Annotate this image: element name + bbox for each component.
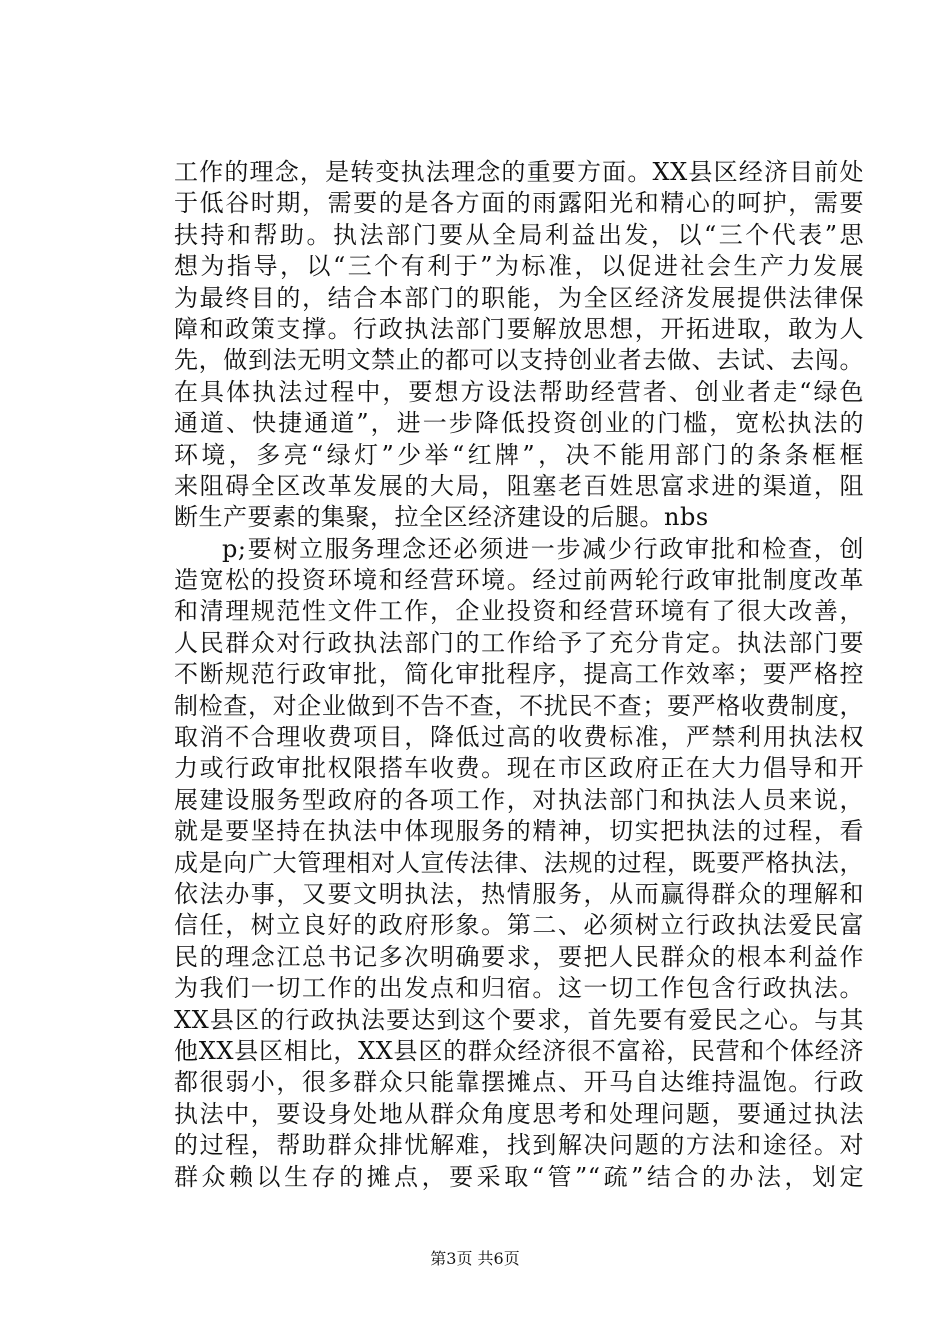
text-line: 通道、快捷通道”，进一步降低投资创业的门槛，宽松执法的 <box>174 409 864 438</box>
text-line: 断生产要素的集聚，拉全区经济建设的后腿。nbs <box>174 503 709 532</box>
text-line: 在具体执法过程中，要想方设法帮助经营者、创业者走“绿色 <box>174 377 864 406</box>
text-line: XX县区的行政执法要达到这个要求，首先要有爱民之心。与其 <box>174 1005 864 1034</box>
text-line: 民的理念江总书记多次明确要求，要把人民群众的根本利益作 <box>174 942 864 971</box>
text-line: 工作的理念，是转变执法理念的重要方面。XX县区经济目前处 <box>174 158 864 186</box>
text-line: 来阻碍全区改革发展的大局，阻塞老百姓思富求进的渠道，阻 <box>174 471 864 500</box>
text-line: 取消不合理收费项目，降低过高的收费标准，严禁利用执法权 <box>174 723 864 752</box>
text-line: 先，做到法无明文禁止的都可以支持创业者去做、去试、去闯。 <box>174 346 864 375</box>
body-text <box>174 157 864 1193</box>
text-line: 人民群众对行政执法部门的工作给予了充分肯定。执法部门要 <box>174 628 864 657</box>
text-line: 造宽松的投资环境和经营环境。经过前两轮行政审批制度改革 <box>174 566 864 595</box>
page-footer <box>0 1246 950 1269</box>
text-line: 扶持和帮助。执法部门要从全局利益出发，以“三个代表”思 <box>174 220 864 249</box>
text-line: 为我们一切工作的出发点和归宿。这一切工作包含行政执法。 <box>174 974 864 1003</box>
text-line: 于低谷时期，需要的是各方面的雨露阳光和精心的呵护，需要 <box>174 189 864 218</box>
text-line: 制检查，对企业做到不告不查，不扰民不查；要严格收费制度， <box>174 691 864 720</box>
text-line: p;要树立服务理念还必须进一步减少行政审批和检查，创 <box>222 534 864 563</box>
text-line: 他XX县区相比，XX县区的群众经济很不富裕，民营和个体经济 <box>174 1036 864 1065</box>
text-line: 就是要坚持在执法中体现服务的精神，切实把执法的过程，看 <box>174 817 864 846</box>
page-number-label: 第3页 共6页 <box>430 1249 520 1268</box>
text-line: 力或行政审批权限搭车收费。现在市区政府正在大力倡导和开 <box>174 754 864 783</box>
text-line: 想为指导，以“三个有利于”为标准，以促进社会生产力发展 <box>174 252 864 281</box>
text-line: 依法办事，又要文明执法，热情服务，从而赢得群众的理解和 <box>174 879 864 908</box>
text-line: 信任，树立良好的政府形象。第二、必须树立行政执法爱民富 <box>174 911 864 940</box>
text-line: 为最终目的，结合本部门的职能，为全区经济发展提供法律保 <box>174 283 864 312</box>
text-line: 障和政策支撑。行政执法部门要解放思想，开拓进取，敢为人 <box>174 314 864 343</box>
text-line: 展建设服务型政府的各项工作，对执法部门和执法人员来说， <box>174 785 864 814</box>
text-line: 不断规范行政审批，简化审批程序，提高工作效率；要严格控 <box>174 660 864 689</box>
text-line: 都很弱小，很多群众只能靠摆摊点、开马自达维持温饱。行政 <box>174 1068 864 1097</box>
text-line: 成是向广大管理相对人宣传法律、法规的过程，既要严格执法， <box>174 848 864 877</box>
text-line: 环境，多亮“绿灯”少举“红牌”，决不能用部门的条条框框 <box>174 440 864 469</box>
text-line: 的过程，帮助群众排忧解难，找到解决问题的方法和途径。对 <box>174 1131 864 1160</box>
text-line: 执法中，要设身处地从群众角度思考和处理问题，要通过执法 <box>174 1099 864 1128</box>
text-line: 群众赖以生存的摊点，要采取“管”“疏”结合的办法，划定 <box>174 1162 864 1191</box>
text-line: 和清理规范性文件工作，企业投资和经营环境有了很大改善， <box>174 597 864 626</box>
